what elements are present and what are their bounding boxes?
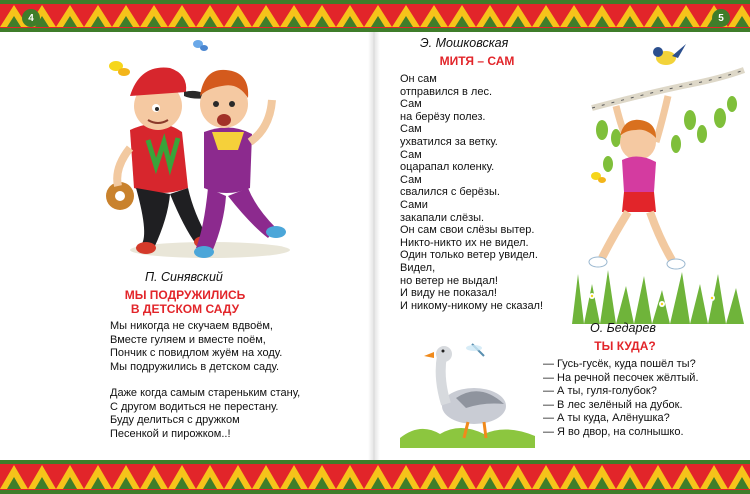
poem-line: Никто-никто их не видел.: [400, 236, 529, 249]
poem-line: Сам: [400, 98, 422, 111]
poem-line: ухватился за ветку.: [400, 135, 498, 148]
poem-line: Один только ветер увидел.: [400, 249, 538, 262]
poem-line: оцарапал коленку.: [400, 161, 495, 174]
two-boys-illustration: [100, 38, 305, 263]
butterfly-icon: [193, 40, 208, 51]
poem1-body: [110, 320, 300, 441]
poem-line: Даже когда самым стареньким стану,: [110, 387, 301, 399]
poem-line: И никому-никому не сказал!: [400, 299, 544, 312]
poem1-title-line: МЫ ПОДРУЖИЛИСЬ: [124, 288, 246, 302]
poem1-author: П. Синявский: [145, 270, 223, 284]
poem-line: — В лес зелёный на дубок.: [543, 398, 683, 411]
poem-line: Мы подружились в детском саду.: [110, 360, 279, 373]
poem3-body: [543, 358, 699, 439]
poem-line: свалился с берёзы.: [400, 186, 500, 199]
goose-illustration: [400, 338, 535, 448]
poem-line: отправился в лес.: [400, 85, 493, 98]
book-spine-shadow: [368, 32, 380, 460]
poem-line: Сам: [400, 123, 422, 136]
butterfly-icon: [109, 61, 130, 76]
poem-line: Буду делиться с дружком: [110, 414, 240, 426]
poem2-title: МИТЯ – САМ: [439, 54, 515, 68]
poem-line: Сами: [400, 198, 428, 211]
poem-line: Он сам свои слёзы вытер.: [400, 224, 535, 237]
page-number-left: 4: [22, 9, 40, 27]
dragonfly-icon: [466, 344, 484, 356]
poem-line: Видел,: [400, 261, 436, 274]
boy-on-branch-illustration: [572, 34, 750, 324]
poem2-body: [400, 73, 543, 312]
poem-line: на берёзу полез.: [400, 110, 486, 123]
poem-line: С другом водиться не перестану.: [110, 400, 279, 413]
poem-line: — Я во двор, на солнышко.: [543, 425, 684, 438]
poem-line: Сам: [400, 148, 422, 161]
poem-line: закапали слёзы.: [400, 211, 485, 224]
poem-line: Мы никогда не скучаем вдвоём,: [110, 320, 273, 332]
poem-line: Он сам: [400, 73, 437, 85]
poem-line: Пончик с повидлом жуём на ходу.: [110, 347, 283, 359]
stanza-break: [110, 374, 300, 387]
poem-line: Сам: [400, 173, 422, 186]
poem-line: Вместе гуляем и вместе поём,: [110, 333, 266, 346]
page-number-right: 5: [712, 9, 730, 27]
bottom-ornament-border: [0, 460, 750, 494]
poem-line: Песенкой и пирожком..!: [110, 427, 231, 440]
poem-line: но ветер не выдал!: [400, 274, 498, 287]
bird-icon: [653, 44, 686, 65]
poem-line: И виду не показал!: [400, 287, 497, 300]
top-ornament-border: [0, 0, 750, 32]
poem-line: — А ты куда, Алёнушка?: [543, 412, 670, 424]
poem3-author: О. Бедарев: [590, 321, 656, 335]
poem-line: — На речной песочек жёлтый.: [543, 371, 699, 384]
poem-line: — А ты, гуля-голубок?: [543, 385, 657, 397]
poem1-title-line: В ДЕТСКОМ САДУ: [130, 302, 240, 316]
poem1-title: [120, 288, 250, 316]
poem-line: — Гусь-гусёк, куда пошёл ты?: [543, 358, 696, 370]
butterfly-icon: [591, 172, 606, 183]
poem3-title: ТЫ КУДА?: [594, 339, 656, 353]
poem2-author: Э. Мошковская: [420, 36, 509, 50]
